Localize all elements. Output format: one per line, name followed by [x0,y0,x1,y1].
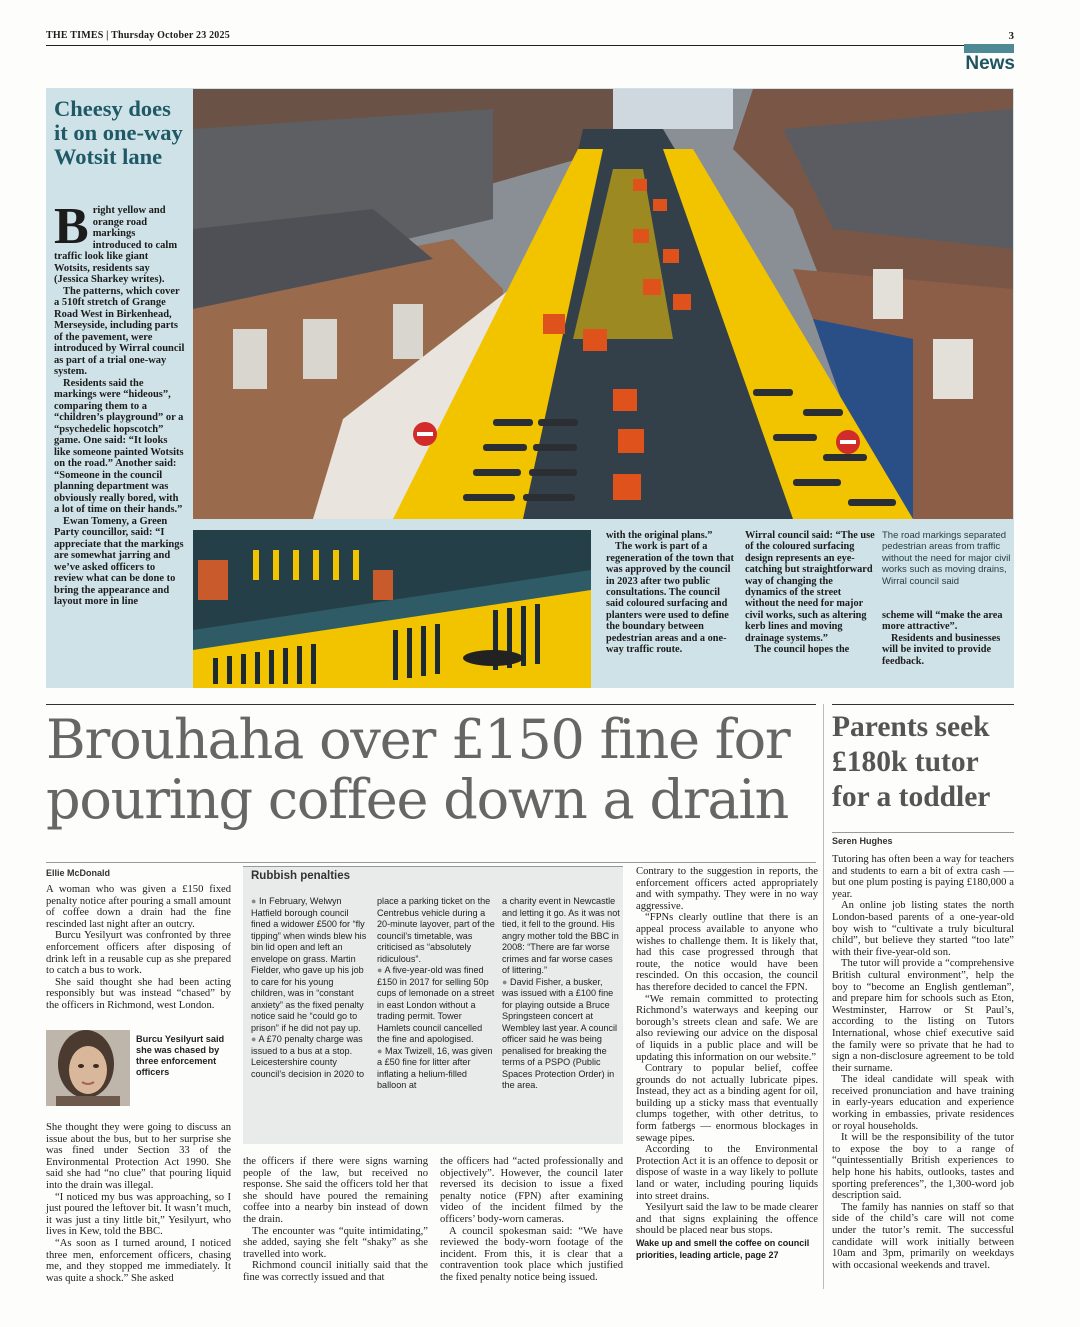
body-para: A council spokesman said: “We have reviewed the body-worn footage of the incident. From this, it is clear that a contravention took place which justified the fixed penalty notice being issued. [440,1225,623,1283]
feature-para: The patterns, which cover a 510ft stretch of Grange Road West in Birkenhead, Merseyside, including parts of the pavement, were introduced by Wirral council as part of a trial one-way system. [54,285,185,377]
feature-col-3 [745,530,875,655]
feature-para: Residents said the markings were “hideous”, comparing them to a “children’s playground” or a “psychedelic hopscotch” game. One said: “It looks like someone painted Wotsits on the road.” Another said: “Someone in the council planning department was obviously really bored, with a lot of time on their hands.” [54,377,184,515]
tutor-headline: Parents seek £180k tutor for a toddler [832,711,991,813]
feature-para: Residents and businesses will be invited to provide feedback. [882,632,1001,667]
street-photo [193,89,1013,519]
feature-para: Bright yellow and orange road markings introduced to calm traffic look like giant Wotsits, residents say (Jessica Sharkey writes). [54,198,178,285]
box-col-2 [377,896,495,1092]
box-col-1 [251,896,369,1080]
feature-headline: Cheesy does it on one-way Wotsit lane [54,96,183,169]
feature-para: Wirral council said: “The use of the coloured surfacing design represents an eye-catching but straightforward way of changing the dynamics of the street without the need for major civil works, such as altering kerb lines and moving drainage systems.” [745,530,875,644]
body-para: Richmond council initially said that the fine was correctly issued and that [243,1260,428,1283]
masthead: THE TIMES | Thursday October 23 2025 [46,30,230,41]
body-para: It will be the responsibility of the tutor to expose the boy to a range of “quintessentially British experiences to help hone his habits, outlooks, tastes and sporting preferences”, the 1,300-word job description said. [832,1132,1014,1202]
body-para: The encounter was “quite intimidating,” she added, saying she felt “shaky” as she travelled into work. [243,1225,428,1260]
photo-caption: The road markings separated pedestrian areas from traffic without the need for major civil works such as moving drains, Wirral council said [882,530,1011,587]
body-para: Contrary to the suggestion in reports, the enforcement officers acted appropriately and with sympathy. They were in no way aggressive. [636,866,818,912]
issue-date: Thursday October 23 2025 [111,30,230,41]
box-title: Rubbish penalties [251,870,351,882]
main-col-1 [46,884,231,1012]
box-item: ● Max Twizell, 16, was given a £50 fine for litter after inflating a helium-filled balloon at [377,1045,493,1090]
body-para: An online job listing states the north London-based parents of a one-year-old boy wish to “cultivate a truly bicultural child”, but believe they started “too late” with their five-year-old son. [832,900,1014,958]
box-col-3 [502,896,620,1092]
side-story-underrule [832,832,1014,833]
box-item: place a parking ticket on the Centrebus vehicle during a 20-minute layover, part of the council’s timetable, was criticised as “absolutely ridiculous”. [377,896,495,964]
section-label: News [965,53,1015,74]
body-para: The family has nannies on staff so that side of the child’s care will not come under the tutor’s remit. The successful candidate will work initially between 10am and 3pm, primarily on weekdays with occasional weekends and travel. [832,1201,1014,1271]
body-para: “FPNs clearly outline that there is an appeal process available to anyone who wishes to challenge them. It is likely that, had this case progressed through that route, the notice would have been rescinded. On this occasion, the council has therefore decided to cancel the FPN. [636,912,818,993]
main-col-4 [636,866,818,1261]
feature-para: Ewan Tomeny, a Green Party councillor, said: “I appreciate that the markings are somewhat jarring and we’ve asked officers to review what can be done to bring the appearance and layout more in line [54,515,184,607]
tutor-body [832,854,1014,1271]
body-para: the officers if there were signs warning people of the law, but received no response. She said the officers told her that she should have poured the remaining coffee into a nearby bin instead of down the drain. [243,1156,428,1225]
headline-rule [46,704,816,705]
main-headline: Brouhaha over £150 fine for pouring coffee down a drain [46,708,790,831]
portrait-photo [46,1030,130,1106]
feature-para: scheme will “make the area more attractive”. [882,610,1003,633]
body-para: Tutoring has often been a way for teachers and students to earn a bit of extra cash — but one plum posting is paying £180,000 a year. [832,854,1014,900]
body-para: The ideal candidate will speak with received pronunciation and have training in early-years education and experience working in embassies, private residences or royal households. [832,1074,1014,1132]
body-para: the officers had “acted professionally and objectively”. However, the council later reversed its decision to issue a fixed penalty notice (FPN) after examining video of the incident filmed by the officers’ body-worn cameras. [440,1156,623,1225]
body-para: “I noticed my bus was approaching, so I just poured the leftover bit. It wasn’t much, it was just a tiny little bit,” Yesilyurt, who lives in Kew, told the BBC. [46,1191,231,1238]
feature-para: The council hopes the [754,644,850,656]
feature-body [54,198,186,608]
feature-col-2 [606,530,736,655]
main-col-3 [440,1156,623,1284]
drop-cap: B [54,198,89,255]
main-col-1-cont [46,1122,231,1284]
body-para: Burcu Yesilyurt was confronted by three enforcement officers after disposing of drink left in a reusable cup as she prepared to catch a bus to work. [46,930,231,977]
body-para: A woman who was given a £150 fixed penalty notice after pouring a small amount of coffee down a drain had the fine rescinded last night after an outcry. [46,884,231,930]
feature-para: with the original plans.” [606,530,713,541]
side-story-rule [832,704,1014,705]
box-item: ● In February, Welwyn Hatfield borough council fined a widower £500 for “fly tipping” when winds blew his bin lid open and left an envelope on grass. Martin Fielder, who gave up his job to care for his young children, was in “constant anxiety” as the fixed penalty notice said he “could go to prison” if he did not pay up. [251,896,367,1033]
portrait-caption: Burcu Yesilyurt said she was chased by three enforcement officers [136,1034,225,1077]
headline-underrule [46,862,816,863]
body-para: Yesilyurt said the law to be made clearer and that signs explaining the offence should be placed near bus stops. [636,1202,818,1237]
feature-col-4 [882,610,1012,667]
box-item: ● David Fisher, a busker, was issued with a £100 fine for playing outside a Bruce Springsteen concert at Wembley last year. A council officer said he was being penalised for breaking the terms of a PSPO (Public Spaces Protection Order) in the area. [502,976,618,1090]
feature-para: The work is part of a regeneration of the town that was approved by the council in 2023 after two public consultations. The council said coloured surfacing and planters were used to define the boundary between pedestrian areas and a one-way traffic route. [606,541,734,656]
main-col-2 [243,1156,428,1284]
body-para: She said thought she had been acting responsibly but was instead “chased” by the officers in Richmond, west London. [46,976,231,1011]
page-number: 3 [1008,30,1014,42]
box-item: a charity event in Newcastle and letting it go. As it was not tied, it fell to the ground. His angry mother told the BBC in 2008: “There are far worse crimes and far worse cases of littering.” [502,896,620,975]
body-para: Contrary to popular belief, coffee grounds do not actually lubricate pipes. Instead, they act as a binding agent for oil, building up a sticky mass that eventually clumps together, with other detritus, to form fatbergs — enormous blockages in sewage pipes. [636,1063,818,1144]
inset-photo [193,530,591,688]
body-para: She thought they were going to discuss an issue about the bus, but to her surprise she was fined under Section 33 of the Environmental Protection Act 1990. She said she had “no clue” that pouring liquid into the drain was illegal. [46,1122,231,1191]
box-item: ● A five-year-old was fined £150 in 2017 for selling 50p cups of lemonade on a street in east London without a trading permit. Tower Hamlets council cancelled the fine and apologised. [377,965,495,1044]
body-para: According to the Environmental Protection Act it is an offence to deposit or dispose of waste in a way likely to pollute land or water, including pouring liquids into street drains. [636,1144,818,1202]
section-bar [964,44,1014,53]
paper-name: THE TIMES [46,30,104,41]
tutor-byline: Seren Hughes [832,836,893,846]
box-item: ● A £70 penalty charge was issued to a bus at a stop. Leicestershire county council’s decision in 2020 to [251,1034,365,1079]
body-para: “As soon as I turned around, I noticed three men, enforcement officers, chasing me, and they stopped me immediately. It was quite a shock.” She asked [46,1237,231,1284]
body-para: The tutor will provide a “comprehensive British cultural environment”, help the boy to “become an English gentleman”, and prepare him for schools such as Eton, Westminster, Harrow or St Paul’s, according to the listing on Tutors International, whose chief executive said the family were so private that he had to sign a non-disclosure agreement to be told their surname. [832,958,1014,1074]
main-byline: Ellie McDonald [46,868,111,878]
body-para: “We remain committed to protecting Richmond’s waterways and keeping our borough’s streets clean and safe. We are also reviewing our advice on the disposal of liquids in a public place and will be updating this information on our website.” [636,993,818,1063]
masthead-rule [46,45,1014,46]
leading-article-promo[interactable]: Wake up and smell the coffee on council priorities, leading article, page 27 [636,1238,810,1260]
column-divider [823,704,824,1289]
